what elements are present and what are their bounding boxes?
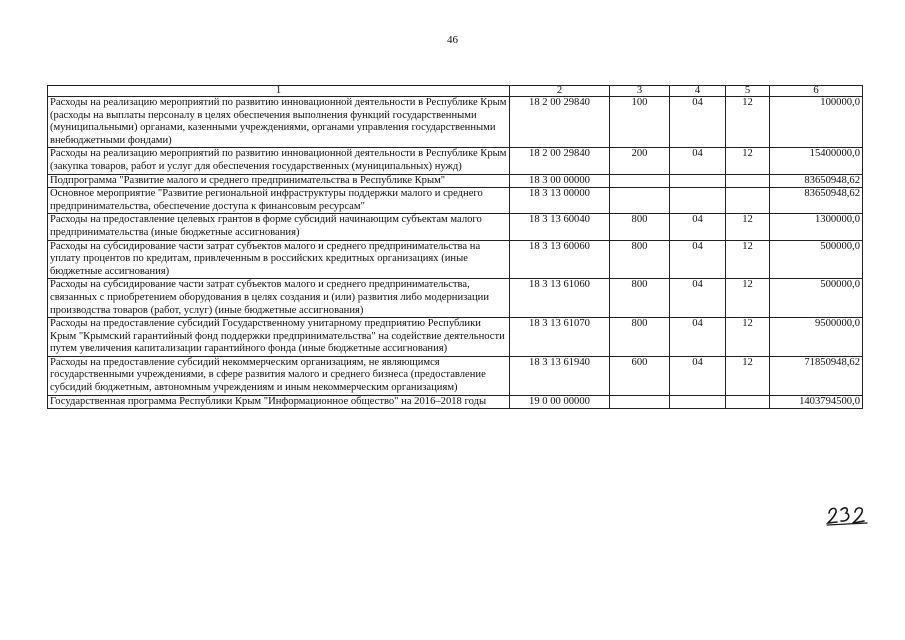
row-col3: 800 [610,240,670,279]
row-code: 18 3 00 00000 [510,174,610,188]
row-col5: 12 [726,240,770,279]
column-header-4: 4 [670,86,726,97]
budget-table [47,85,863,409]
row-col5: 12 [726,318,770,357]
row-code: 18 3 13 61940 [510,356,610,395]
row-col5 [726,395,770,409]
table-row [48,214,863,240]
column-header-2: 2 [510,86,610,97]
row-name: Расходы на субсидирование части затрат субъектов малого и среднего предпринимательства на уплату процентов по кредитам, привлеченным в российских кредитных организациях (иные бюджетные ассигнования) [48,240,510,279]
row-name: Расходы на реализацию мероприятий по развитию инновационной деятельности в Республике Крым (закупка товаров, работ и услуг для обеспечения государственных (муниципальных) нужд) [48,148,510,174]
table-row [48,97,863,148]
row-amount: 83650948,62 [770,188,863,214]
row-amount: 1403794500,0 [770,395,863,409]
row-name: Расходы на субсидирование части затрат субъектов малого и среднего предпринимательства, связанных с приобретением оборудования в целях создания и (или) развития либо модернизации производства товаров (работ, услуг) (иные бюджетные ассигнования) [48,279,510,318]
row-col3: 800 [610,318,670,357]
handwritten-page-number-signature [826,504,870,526]
table-row [48,318,863,357]
row-code: 18 3 13 61060 [510,279,610,318]
row-col4: 04 [670,356,726,395]
row-name: Расходы на предоставление субсидий некоммерческим организациям, не являющимся государственными учреждениями, в сфере развития малого и среднего бизнеса (предоставление субсидий бюджетным, автономным учреждениям и иным некоммерческим организациям) [48,356,510,395]
row-col5: 12 [726,279,770,318]
row-col4: 04 [670,240,726,279]
row-col3: 800 [610,279,670,318]
row-col4 [670,188,726,214]
row-amount: 500000,0 [770,279,863,318]
table-row [48,279,863,318]
row-code: 18 2 00 29840 [510,97,610,148]
row-amount: 15400000,0 [770,148,863,174]
row-name: Расходы на предоставление целевых грантов в форме субсидий начинающим субъектам малого предпринимательства (иные бюджетные ассигнования) [48,214,510,240]
row-code: 18 2 00 29840 [510,148,610,174]
row-amount: 500000,0 [770,240,863,279]
row-name: Расходы на предоставление субсидий Государственному унитарному предприятию Республики Крым "Крымский гарантийный фонд поддержки предпринимательства" на содействие деятельности путем увеличения капитализации гарантийного фонда (иные бюджетные ассигнования) [48,318,510,357]
row-col3: 800 [610,214,670,240]
column-header-3: 3 [610,86,670,97]
row-col5: 12 [726,356,770,395]
table-header-row [48,86,863,97]
row-amount: 1300000,0 [770,214,863,240]
table-row [48,240,863,279]
row-name: Расходы на реализацию мероприятий по развитию инновационной деятельности в Республике Крым (расходы на выплаты персоналу в целях обеспечения выполнения функций государственными (муниципальными) органами, казенными учреждениями, органами управления государственными внебюджетными фондами) [48,97,510,148]
column-header-6: 6 [770,86,863,97]
row-amount: 83650948,62 [770,174,863,188]
table-row [48,395,863,409]
row-col5: 12 [726,214,770,240]
row-col3: 200 [610,148,670,174]
row-name: Подпрограмма "Развитие малого и среднего предпринимательства в Республике Крым" [48,174,510,188]
table-row [48,148,863,174]
row-code: 18 3 13 60040 [510,214,610,240]
row-col4: 04 [670,318,726,357]
row-col4: 04 [670,214,726,240]
row-col5: 12 [726,148,770,174]
row-amount: 100000,0 [770,97,863,148]
row-code: 18 3 13 00000 [510,188,610,214]
row-name: Государственная программа Республики Крым "Информационное общество" на 2016–2018 годы [48,395,510,409]
column-header-5: 5 [726,86,770,97]
row-name: Основное мероприятие "Развитие региональной инфраструктуры поддержки малого и среднего предпринимательства, обеспечение доступа к финансовым ресурсам" [48,188,510,214]
row-amount: 71850948,62 [770,356,863,395]
page-number: 46 [447,34,458,46]
row-col3 [610,395,670,409]
row-col5 [726,188,770,214]
row-code: 19 0 00 00000 [510,395,610,409]
row-col5: 12 [726,97,770,148]
row-col4: 04 [670,97,726,148]
row-amount: 9500000,0 [770,318,863,357]
row-col4 [670,395,726,409]
row-col3 [610,188,670,214]
row-col3 [610,174,670,188]
row-col3: 100 [610,97,670,148]
row-code: 18 3 13 61070 [510,318,610,357]
table-row [48,174,863,188]
row-col4: 04 [670,148,726,174]
row-col5 [726,174,770,188]
row-col4 [670,174,726,188]
row-col4: 04 [670,279,726,318]
table-row [48,356,863,395]
row-code: 18 3 13 60060 [510,240,610,279]
row-col3: 600 [610,356,670,395]
column-header-1: 1 [48,86,510,97]
table-row [48,188,863,214]
